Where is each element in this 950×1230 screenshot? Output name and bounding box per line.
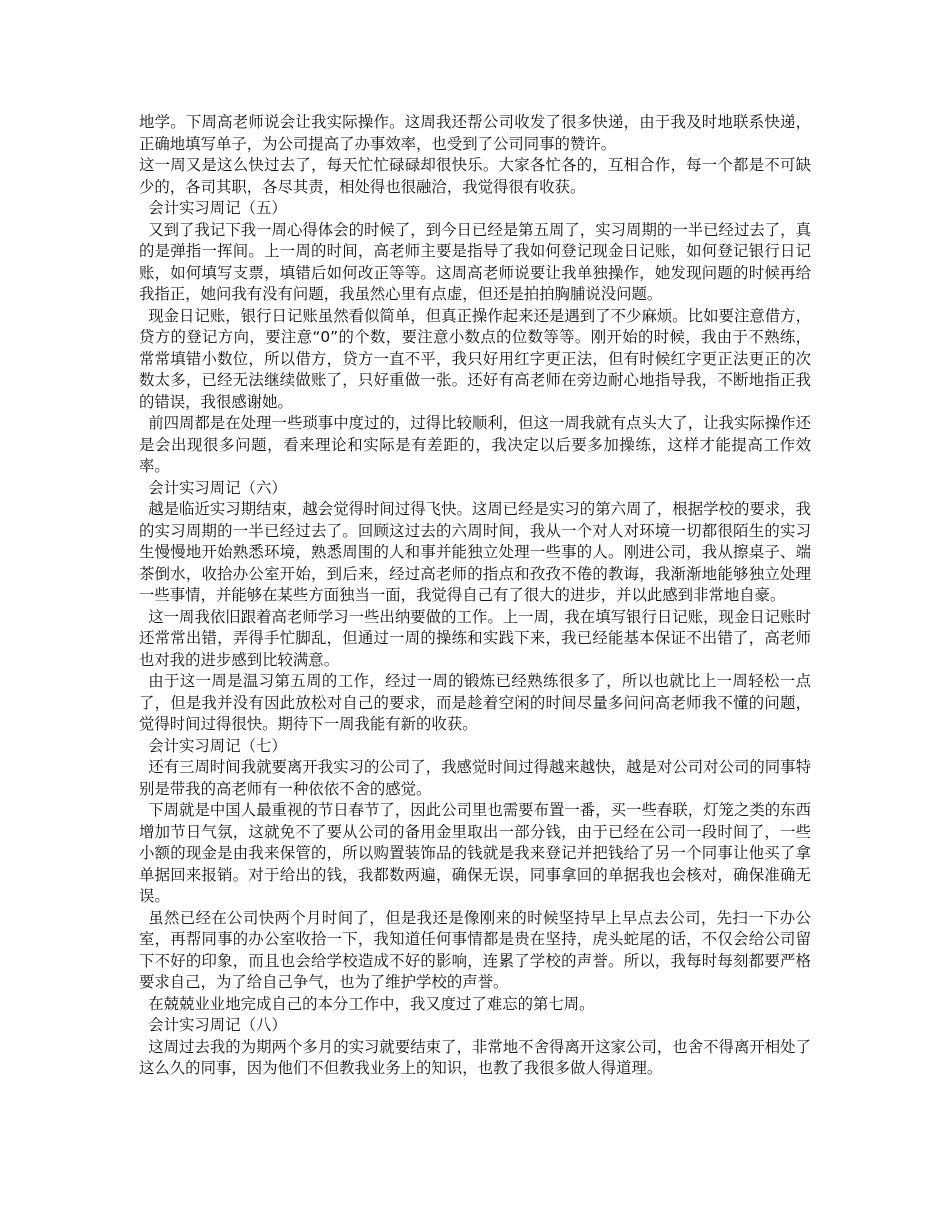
paragraph: 虽然已经在公司快两个月时间了，但是我还是像刚来的时候坚持早上早点去公司，先扫一下办公室，再帮同事的办公室收拾一下，我知道任何事情都是贵在坚持，虎头蛇尾的话，不仅会给公司留下不好的印象，而且也会给学校造成不好的影响，连累了学校的声誉。所以，我每时每刻都要严格要求自己，为了给自己争气，也为了维护学校的声誉。 xyxy=(139,908,811,991)
document-page xyxy=(139,112,811,1080)
paragraph: 在兢兢业业地完成自己的本分工作中，我又度过了难忘的第七周。 xyxy=(148,994,595,1013)
paragraph-continuation: 地学。下周高老师说会让我实际操作。这周我还帮公司收发了很多快递，由于我及时地联系快递，正确地填写单子，为公司提高了办事效率，也受到了公司同事的赞许。 xyxy=(139,113,811,153)
paragraph: 现金日记账，银行日记账虽然看似简单，但真正操作起来还是遇到了不少麻烦。比如要注意借方，贷方的登记方向，要注意“0”的个数，要注意小数点的位数等等。刚开始的时候，我由于不熟练，常常填错小数位，所以借方，贷方一直不平，我只好用红字更正法，但有时候红字更正法更正的次数太多，已经无法继续做账了，只好重做一张。还好有高老师在旁边耐心地指导我，不断地指正我的错误，我很感谢她。 xyxy=(139,306,811,411)
section-heading-week-8: 会计实习周记（八） xyxy=(148,1016,287,1034)
paragraph: 前四周都是在处理一些琐事中度过的，过得比较顺利，但这一周我就有点头大了，让我实际操作还是会出现很多问题，看来理论和实际是有差距的，我决定以后要多加操练，这样才能提高工作效率。 xyxy=(139,414,811,475)
paragraph: 还有三周时间我就要离开我实习的公司了，我感觉时间过得越来越快，越是对公司对公司的同事特别是带我的高老师有一种依依不舍的感觉。 xyxy=(139,758,811,798)
paragraph: 越是临近实习期结束，越会觉得时间过得飞快。这周已经是实习的第六周了，根据学校的要求，我的实习周期的一半已经过去了。回顾这过去的六周时间，我从一个对人对环境一切都很陌生的实习生慢慢地开始熟悉环境，熟悉周围的人和事并能独立处理一些事的人。刚进公司，我从擦桌子、端茶倒水，收拾办公室开始，到后来，经过高老师的指点和孜孜不倦的教诲，我渐渐地能够独立处理一些事情，并能够在某些方面独当一面，我觉得自己有了很大的进步，并以此感到非常地自豪。 xyxy=(139,500,811,604)
paragraph-week-summary: 这一周又是这么快过去了，每天忙忙碌碌却很快乐。大家各忙各的，互相合作，每一个都是不可缺少的，各司其职，各尽其责，相处得也很融洽，我觉得很有收获。 xyxy=(139,156,811,196)
paragraph: 下周就是中国人最重视的节日春节了，因此公司里也需要布置一番，买一些春联，灯笼之类的东西增加节日气氛，这就免不了要从公司的备用金里取出一部分钱，由于已经在公司一段时间了，一些小额的现金是由我来保管的，所以购置装饰品的钱就是我来登记并把钱给了另一个同事让他买了拿单据回来报销。对于给出的钱，我都数两遍，确保无误，同事拿回的单据我也会核对，确保准确无误。 xyxy=(139,801,811,905)
section-heading-week-6: 会计实习周记（六） xyxy=(148,478,287,497)
paragraph: 这一周我依旧跟着高老师学习一些出纳要做的工作。上一周，我在填写银行日记账，现金日记账时还常常出错，弄得手忙脚乱，但通过一周的操练和实践下来，我已经能基本保证不出错了，高老师也对我的进步感到比较满意。 xyxy=(139,607,811,669)
section-heading-week-7: 会计实习周记（七） xyxy=(148,736,287,755)
section-heading-week-5: 会计实习周记（五） xyxy=(148,199,287,217)
paragraph: 这周过去我的为期两个多月的实习就要结束了，非常地不舍得离开这家公司，也舍不得离开相处了这么久的同事，因为他们不但教我业务上的知识，也教了我很多做人得道理。 xyxy=(139,1037,811,1077)
paragraph: 又到了我记下我一周心得体会的时候了，到今日已经是第五周了，实习周期的一半已经过去了，真的是弹指一挥间。上一周的时间，高老师主要是指导了我如何登记现金日记账，如何登记银行日记账，如何填写支票，填错后如何改正等等。这周高老师说要让我单独操作，她发现问题的时候再给我指正，她问我有没有问题，我虽然心里有点虚，但还是拍拍胸脯说没问题。 xyxy=(139,220,811,303)
paragraph: 由于这一周是温习第五周的工作，经过一周的锻炼已经熟练很多了，所以也就比上一周轻松一点了，但是我并没有因此放松对自己的要求，而是趁着空闲的时间尽量多问问高老师我不懂的问题，觉得时间过得很快。期待下一周我能有新的收获。 xyxy=(139,672,811,733)
